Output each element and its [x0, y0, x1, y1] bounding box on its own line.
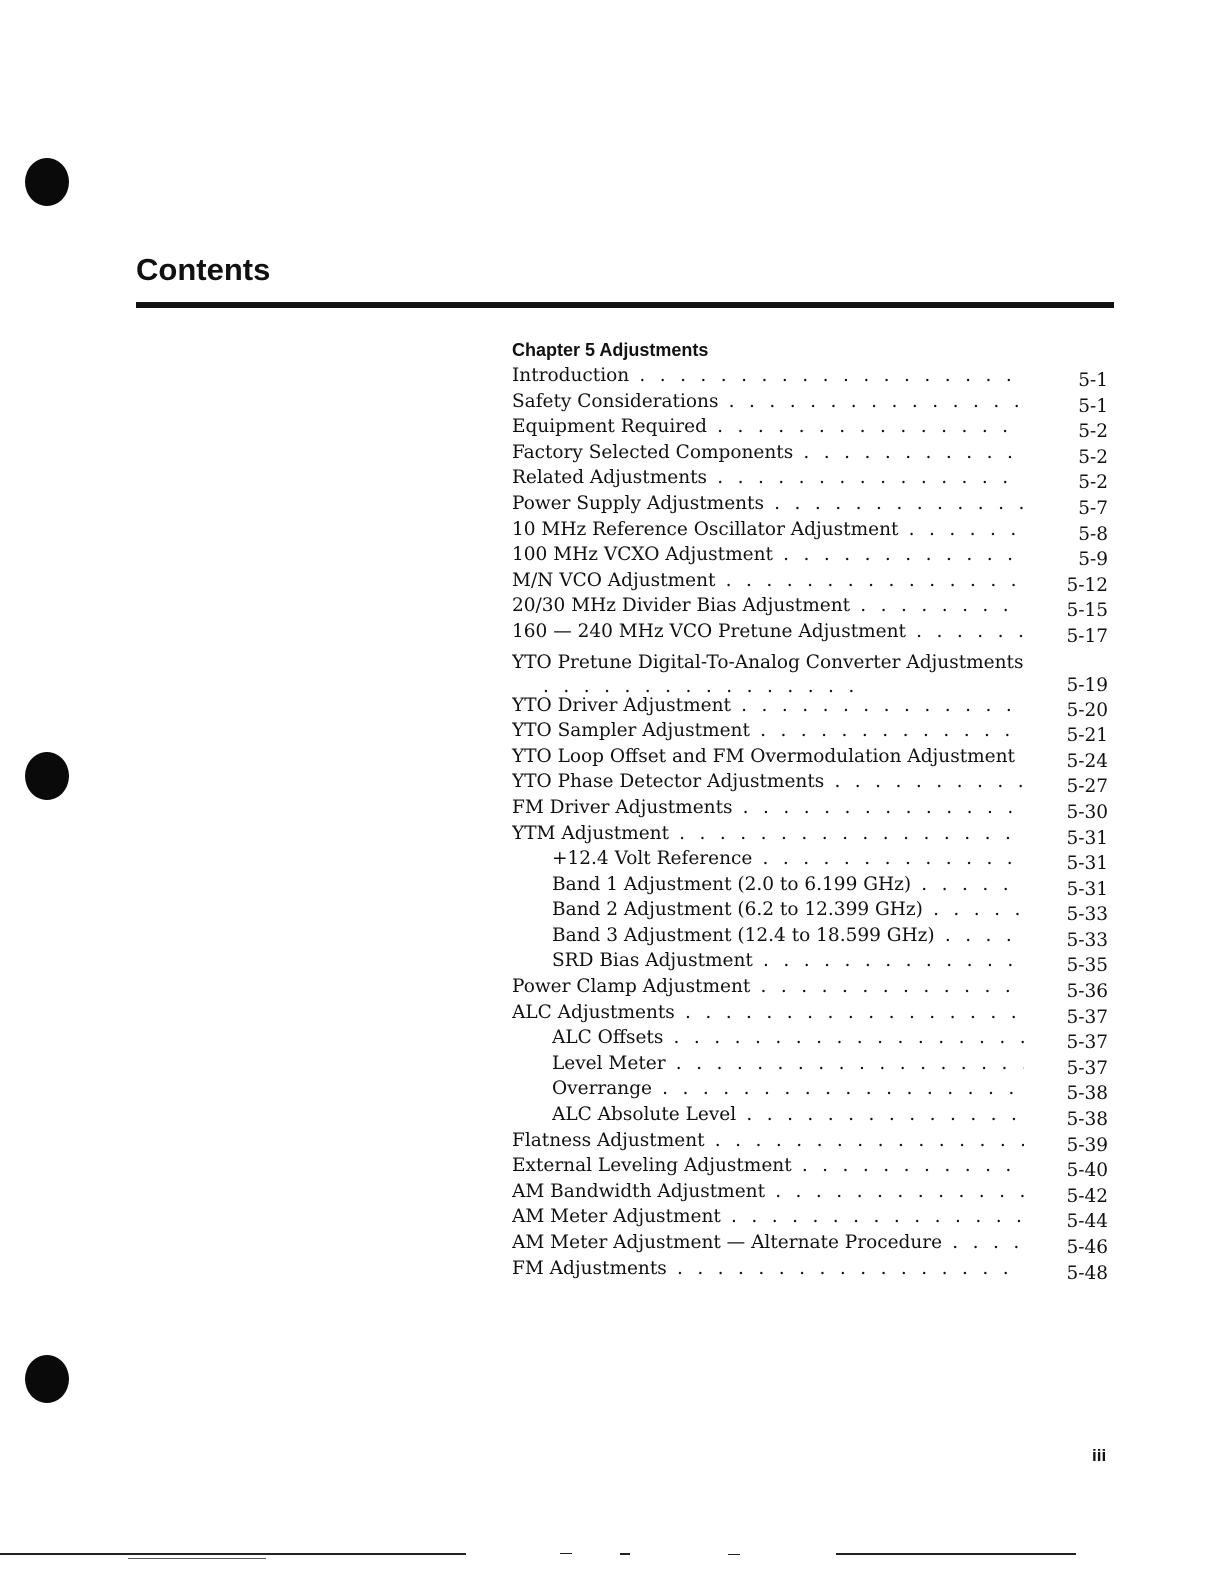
- toc-entry-title: AM Meter Adjustment — Alternate Procedure . . .: [512, 1232, 1024, 1254]
- toc-entry-page: 5-2: [1078, 446, 1108, 468]
- toc-entry-page: 5-38: [1066, 1083, 1108, 1105]
- toc-entry-page: 5-8: [1078, 523, 1108, 545]
- scan-edge-line: [836, 1553, 1076, 1555]
- toc-entry-page: 5-36: [1066, 981, 1108, 1003]
- toc-entry[interactable]: [512, 465, 1112, 494]
- toc-entry-page: 5-31: [1066, 827, 1108, 849]
- toc-entry-page: 5-30: [1066, 801, 1108, 823]
- toc-entry-title: 20/30 MHz Divider Bias Adjustment . . .: [512, 595, 1024, 617]
- toc-entry-page: 5-27: [1066, 776, 1108, 798]
- toc-entry-page: 5-37: [1066, 1057, 1108, 1079]
- toc-entry-title: 10 MHz Reference Oscillator Adjustment . . .: [512, 519, 1024, 541]
- toc-entry-page: 5-1: [1078, 370, 1108, 391]
- toc-entry[interactable]: [512, 491, 1112, 517]
- toc-entry[interactable]: [512, 1204, 1112, 1233]
- toc-entry-title: Flatness Adjustment . . .: [512, 1130, 1024, 1152]
- toc-entry[interactable]: [512, 872, 1112, 898]
- toc-entry-title: Band 3 Adjustment (12.4 to 18.599 GHz) . . .: [552, 925, 1024, 947]
- toc-entry-page: 5-37: [1066, 1006, 1108, 1028]
- toc-entry[interactable]: [512, 619, 1112, 645]
- heading-rule: [136, 302, 1114, 308]
- toc-entry[interactable]: [512, 1025, 1112, 1054]
- toc-entry-title: Level Meter . . .: [552, 1053, 1024, 1075]
- scan-edge-line: [128, 1558, 266, 1559]
- toc-entry-page: 5-7: [1078, 497, 1108, 519]
- toc-entry-title: YTM Adjustment . . .: [512, 823, 1024, 845]
- toc-entry-page: 5-2: [1078, 421, 1108, 443]
- toc-entry-page: 5-24: [1066, 750, 1108, 772]
- toc-entry-title: AM Meter Adjustment . . .: [512, 1206, 1024, 1228]
- toc-entry[interactable]: [512, 897, 1112, 926]
- table-of-contents: [512, 337, 1112, 1284]
- toc-entry[interactable]: [512, 1000, 1112, 1026]
- toc-entry[interactable]: [512, 1076, 1112, 1105]
- binder-hole: [25, 752, 69, 800]
- toc-entry-title: Band 1 Adjustment (2.0 to 6.199 GHz) . . .: [552, 874, 1024, 896]
- toc-entry-page: 5-20: [1066, 699, 1108, 721]
- toc-entry[interactable]: [512, 974, 1112, 1003]
- toc-entry-page: 5-33: [1066, 904, 1108, 926]
- toc-entry[interactable]: [512, 718, 1112, 747]
- toc-entry-page: 5-33: [1066, 929, 1108, 951]
- toc-entry-page: 5-44: [1066, 1211, 1108, 1233]
- toc-entry[interactable]: [512, 1153, 1112, 1182]
- toc-entry-title: Band 2 Adjustment (6.2 to 12.399 GHz) . . .: [552, 899, 1024, 921]
- toc-entry-page: 5-9: [1078, 549, 1108, 571]
- toc-entry-title: FM Adjustments . . .: [512, 1258, 1024, 1280]
- toc-entry-page: 5-35: [1066, 955, 1108, 977]
- toc-entry-title: M/N VCO Adjustment . . .: [512, 570, 1024, 592]
- scan-edge-line: [620, 1553, 630, 1555]
- toc-entry-title: YTO Driver Adjustment . . .: [512, 695, 1024, 717]
- toc-entry[interactable]: [512, 517, 1112, 543]
- toc-entry[interactable]: [512, 769, 1112, 798]
- toc-entry-title: Power Clamp Adjustment . . .: [512, 976, 1024, 998]
- toc-entry-page: 5-12: [1066, 574, 1108, 596]
- toc-entry-page: 5-17: [1066, 625, 1108, 647]
- toc-entry[interactable]: [512, 440, 1112, 466]
- toc-entry-title: Introduction . . .: [512, 365, 1024, 387]
- toc-entry-title: SRD Bias Adjustment . . .: [552, 950, 1024, 972]
- toc-entry[interactable]: [512, 363, 1112, 389]
- toc-entry-title: ALC Adjustments . . .: [512, 1002, 1024, 1024]
- toc-entry-page: 5-42: [1066, 1185, 1108, 1207]
- toc-entry[interactable]: [512, 693, 1112, 719]
- toc-entry-page: 5-46: [1066, 1237, 1108, 1258]
- toc-entry-title: YTO Loop Offset and FM Overmodulation Adjustment: [512, 745, 1015, 767]
- toc-entry-title: +12.4 Volt Reference . . .: [552, 848, 1024, 870]
- toc-entry-page: 5-31: [1066, 853, 1108, 875]
- toc-entry-page: 5-21: [1066, 725, 1108, 747]
- toc-entry-title: YTO Sampler Adjustment . . .: [512, 720, 1024, 742]
- toc-entry-page: 5-19: [1066, 674, 1108, 696]
- toc-entry[interactable]: [512, 846, 1112, 875]
- chapter-title: Chapter 5 Adjustments: [512, 340, 709, 360]
- toc-entry-title: External Leveling Adjustment . . .: [512, 1155, 1024, 1177]
- toc-entry-title: FM Driver Adjustments . . .: [512, 797, 1024, 819]
- toc-entry-title: ALC Offsets . . .: [552, 1027, 1024, 1049]
- toc-entry-title: ALC Absolute Level . . .: [552, 1104, 1024, 1126]
- toc-entry-page: 5-40: [1066, 1160, 1108, 1182]
- page-title: Contents: [136, 252, 271, 287]
- toc-entry[interactable]: [512, 1102, 1112, 1131]
- toc-entry[interactable]: [512, 1179, 1112, 1205]
- toc-entry[interactable]: [512, 795, 1112, 821]
- toc-entry-page: 5-2: [1078, 472, 1108, 494]
- toc-entry[interactable]: [512, 1256, 1112, 1282]
- toc-entry[interactable]: [512, 593, 1112, 622]
- toc-entry[interactable]: [512, 389, 1112, 415]
- toc-entry[interactable]: [512, 645, 1112, 697]
- toc-entry[interactable]: [512, 821, 1112, 847]
- toc-entry[interactable]: [512, 744, 1112, 770]
- toc-entry-page: 5-31: [1066, 878, 1108, 900]
- toc-entry-title: Factory Selected Components . . .: [512, 442, 1024, 464]
- toc-entry-title: Overrange . . .: [552, 1078, 1024, 1100]
- toc-entry-title: 160 — 240 MHz VCO Pretune Adjustment . . .: [512, 621, 1024, 643]
- binder-hole: [25, 158, 69, 206]
- toc-entry-title: Equipment Required . . .: [512, 416, 1024, 438]
- toc-entry-title: 100 MHz VCXO Adjustment . . .: [512, 544, 1024, 566]
- scan-edge-line: [728, 1554, 740, 1555]
- scan-edge-line: [0, 1553, 466, 1555]
- toc-entry[interactable]: [512, 1230, 1112, 1256]
- toc-entry-title: YTO Phase Detector Adjustments . . .: [512, 771, 1024, 793]
- toc-entry[interactable]: [512, 1128, 1112, 1154]
- page-number: iii: [1092, 1446, 1107, 1465]
- toc-entry-title: Power Supply Adjustments . . .: [512, 493, 1024, 515]
- toc-entry[interactable]: [512, 414, 1112, 443]
- scan-edge-line: [560, 1553, 572, 1554]
- leader-dots: . . . . . . . . . . . . . . . .: [543, 675, 859, 697]
- toc-entry-title: Related Adjustments . . .: [512, 467, 1024, 489]
- toc-entry-page: 5-39: [1066, 1134, 1108, 1156]
- toc-entry-title: AM Bandwidth Adjustment . . .: [512, 1181, 1024, 1203]
- toc-entry-page: 5-48: [1066, 1262, 1108, 1284]
- toc-entry[interactable]: [512, 568, 1112, 594]
- toc-entry-title: [512, 651, 1032, 699]
- toc-entry[interactable]: [512, 542, 1112, 571]
- toc-list: [512, 363, 1112, 1284]
- toc-entry[interactable]: [512, 948, 1112, 977]
- toc-entry-title-text: YTO Pretune Digital-To-Analog Converter Adjustments: [512, 651, 1024, 673]
- toc-entry-page: 5-38: [1066, 1109, 1108, 1131]
- toc-entry[interactable]: [512, 1051, 1112, 1077]
- toc-entry[interactable]: [512, 923, 1112, 949]
- binder-hole: [25, 1355, 69, 1403]
- toc-entry-page: 5-37: [1066, 1032, 1108, 1054]
- toc-entry-page: 5-1: [1078, 395, 1108, 417]
- toc-entry-title: Safety Considerations . . .: [512, 391, 1024, 413]
- toc-entry-page: 5-15: [1066, 600, 1108, 622]
